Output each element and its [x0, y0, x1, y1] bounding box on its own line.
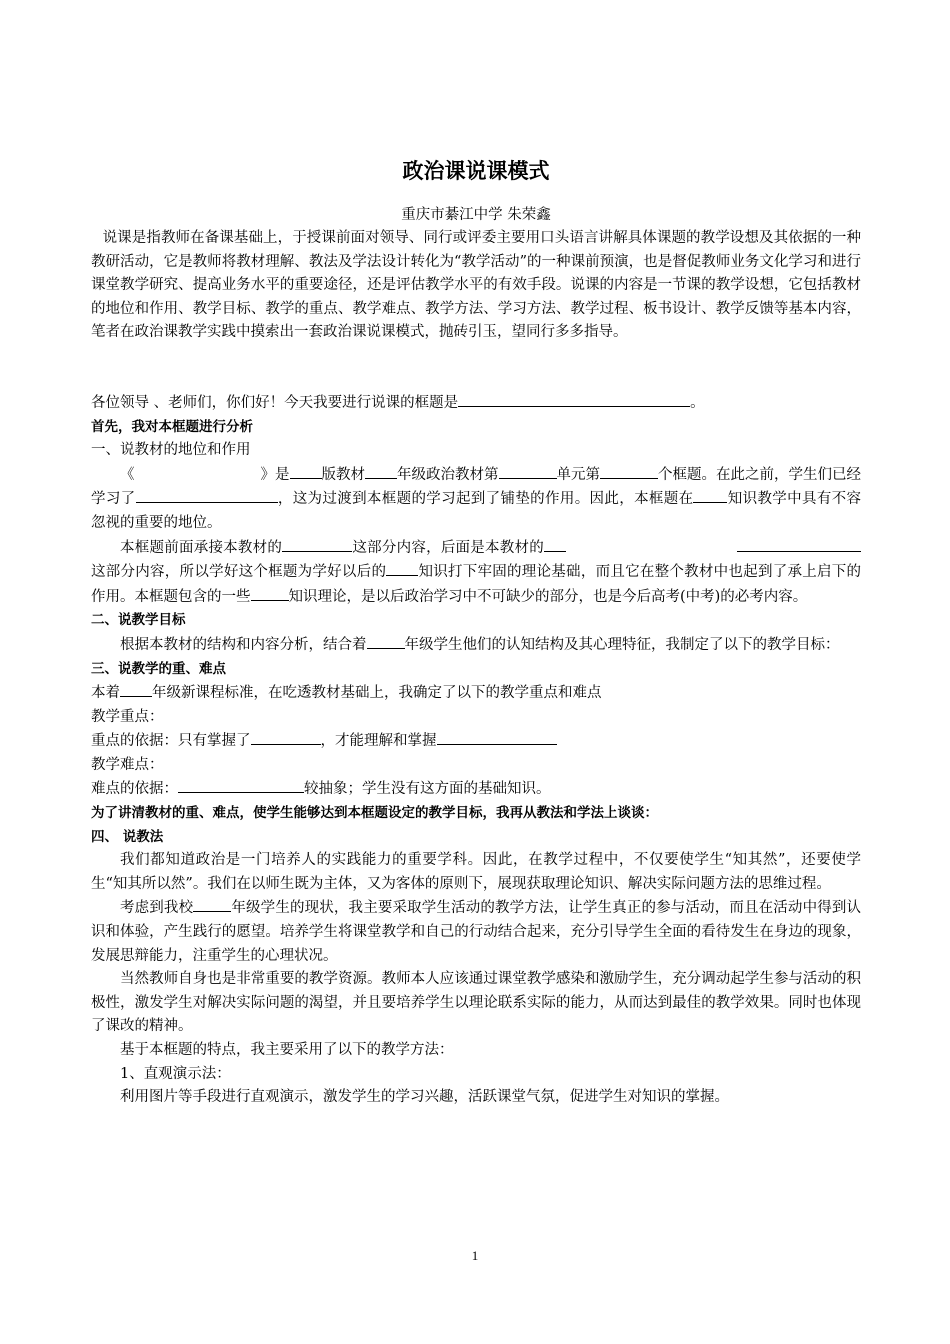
document-author: 重庆市綦江中学 朱荣鑫	[401, 207, 551, 223]
blank-line	[458, 391, 690, 407]
heading-section-3: 三、说教学的重、难点	[91, 660, 226, 677]
intro-paragraph: 说课是指教师在备课基础上，于授课前面对领导、同行或评委主要用口头语言讲解具体课题的教学设想及其依据的一种教研活动，它是教师将教材理解、教法及学法设计转化为“教学活动”的一种课前预演，也是督促教师业务文化学习和进行课堂教学研究、提高业务水平的重要途径，还是评估教学水平的有效手段。说课的内容是一节课的教学设想，它包括教材的地位和作用、教学目标、教学的重点、教学难点、教学方法、学习方法、教学过程、板书设计、教学反馈等基本内容，笔者在政治课教学实践中摸索出一套政治课说课模式，抛砖引玉，望同行多多指导。	[91, 230, 861, 341]
blank-line	[251, 585, 289, 601]
paragraph-teaching-3: 当然教师自身也是非常重要的教学资源。教师本人应该通过课堂教学感染和激励学生，充分调动起学生参与活动的积极性，激发学生对解决实际问题的渴望，并且要培养学生以理论联系实际的能力，从而达到最佳的教学效果。同时也体现了课改的精神。	[91, 971, 861, 1035]
blank-line	[290, 463, 322, 479]
paragraph-teaching-4: 基于本框题的特点，我主要采用了以下的教学方法：	[120, 1042, 454, 1058]
key-point-basis: 重点的依据：只有掌握了 ，才能理解和掌握	[91, 729, 861, 754]
paragraph-teaching-2: 考虑到我校 年级学生的现状，我主要采取学生活动的教学方法，让学生真正的参与活动，而且在活动中得到认识和体验，产生践行的愿望。培养学生将课堂教学和自己的行动结合起来，充分引导学生全面的看待发生在身边的现象，发展思辩能力，注重学生的心理状况。	[91, 896, 861, 968]
blank-line	[120, 681, 152, 697]
blank-line	[386, 560, 418, 576]
blank-line	[282, 536, 352, 552]
paragraph-teaching-1: 我们都知道政治是一门培养人的实践能力的重要学科。因此，在教学过程中，不仅要使学生“知其然”，还要使学生“知其所以然”。我们在以师生既为主体，又为客体的原则下，展现获取理论知识、解决实际问题方法的思维过程。	[91, 852, 861, 892]
heading-section-2: 二、说教学目标	[91, 612, 186, 629]
page-number: 1	[471, 1248, 479, 1263]
heading-section-1: 一、说教材的地位和作用	[91, 442, 251, 459]
blank-line	[544, 536, 566, 552]
greeting-line: 各位领导 、老师们，你们好！今天我要进行说课的框题是 。	[91, 391, 861, 416]
blank-line	[136, 487, 278, 503]
paragraph-connection: 本框题前面承接本教材的 这部分内容，后面是本教材的这部分内容，所以学好这个框题为学好以后的 知识打下牢固的理论基础，而且它在整个教材中也起到了承上启下的作用。本框题包含的一些 知识理论，是以后政治学习中不可缺少的部分，也是今后高考(中考)的必考内容。	[91, 536, 861, 610]
document-page	[91, 150, 861, 1110]
blank-line	[437, 729, 557, 745]
blank-line	[178, 777, 304, 793]
method-1-text: 利用图片等手段进行直观演示，激发学生的学习兴趣，活跃课堂气氛，促进学生对知识的掌握。	[120, 1089, 729, 1106]
paragraph-standard: 本着 年级新课程标准，在吃透教材基础上，我确定了以下的教学重点和难点	[91, 681, 861, 706]
difficult-point-basis: 难点的依据： 较抽象；学生没有这方面的基础知识。	[91, 777, 861, 802]
blank-line	[693, 487, 727, 503]
document-title: 政治课说课模式	[402, 159, 550, 183]
heading-transition: 为了讲清教材的重、难点，使学生能够达到本框题设定的教学目标，我再从教法和学法上谈谈：	[91, 805, 658, 822]
paragraph-objectives: 根据本教材的结构和内容分析，结合着 年级学生他们的认知结构及其心理特征，我制定了以下的教学目标：	[91, 633, 861, 658]
blank-line	[600, 463, 658, 479]
blank-line	[251, 729, 321, 745]
blank-line	[193, 896, 231, 912]
heading-first-analysis: 首先，我对本框题进行分析	[91, 418, 253, 435]
paragraph-status-role: 《 》是 版教材 年级政治教材第 单元第 个框题。在此之前，学生们已经学习了 ，这为过渡到本框题的学习起到了铺垫的作用。因此，本框题在 知识教学中具有不容忽视的重要的地位。	[91, 463, 861, 536]
heading-section-4: 四、 说教法	[91, 828, 164, 845]
blank-line	[499, 463, 557, 479]
blank-line	[365, 463, 397, 479]
method-1-heading: 1、直观演示法：	[120, 1065, 231, 1082]
label-key-point: 教学重点：	[91, 708, 164, 725]
blank-line	[367, 633, 405, 649]
spacer	[91, 345, 861, 391]
label-difficult-point: 教学难点：	[91, 756, 164, 773]
blank-line	[737, 536, 861, 552]
